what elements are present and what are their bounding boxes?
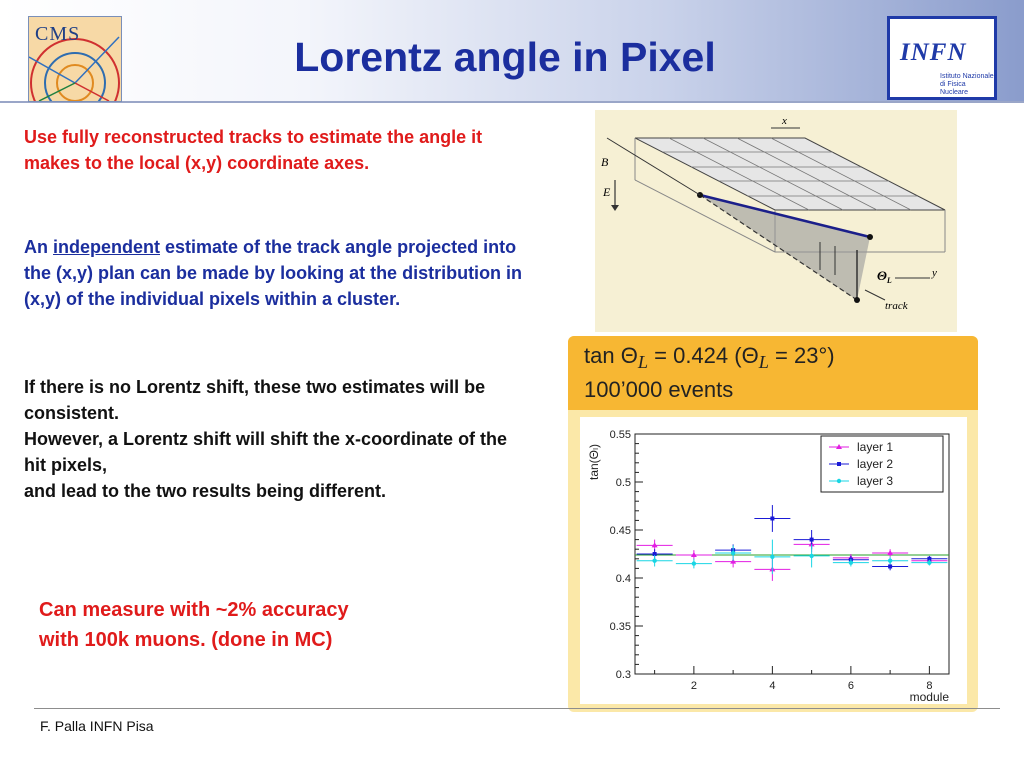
data-point <box>731 551 735 555</box>
formula-eq2: = 23°) <box>768 343 835 368</box>
x-tick-label: 4 <box>769 680 776 692</box>
infn-subtitle-line-2: di Fisica Nucleare <box>940 81 969 96</box>
paragraph2-underlined: independent <box>53 237 160 257</box>
y-tick-label: 0.5 <box>615 477 631 489</box>
legend-marker <box>837 462 841 466</box>
highlight-line-2: with 100k muons. (done in MC) <box>39 629 333 651</box>
y-tick-label: 0.45 <box>609 525 631 537</box>
formula-eq: = 0.424 (Θ <box>648 343 759 368</box>
infn-logo-text: INFN <box>900 39 967 66</box>
y-tick-label: 0.55 <box>609 429 631 441</box>
formula-tan: tan Θ <box>584 343 638 368</box>
lorentz-angle-diagram <box>595 110 957 332</box>
data-point <box>770 516 774 520</box>
result-header <box>568 336 978 410</box>
paragraph3-line-3: and lead to the two results being different. <box>24 481 387 501</box>
theta-subscript: L <box>886 276 892 285</box>
data-point <box>692 561 696 565</box>
formula-line <box>584 342 835 376</box>
y-tick-label: 0.35 <box>609 621 631 633</box>
data-point <box>770 555 774 559</box>
legend-marker <box>837 479 841 483</box>
diagram-label-b: B <box>601 155 609 169</box>
x-tick-label: 2 <box>690 680 697 692</box>
data-point <box>888 559 892 563</box>
theta-symbol: Θ <box>877 268 887 283</box>
formula-sub-2: L <box>758 352 769 373</box>
paragraph-lorentz-shift <box>24 374 524 504</box>
cms-logo-text: CMS <box>35 23 81 45</box>
cms-logo <box>28 16 122 102</box>
data-point <box>652 559 656 563</box>
diagram-svg <box>595 110 957 332</box>
events-count: 100’000 events <box>584 377 734 403</box>
accuracy-highlight <box>39 595 479 655</box>
diagram-label-x: x <box>782 115 787 127</box>
data-point <box>888 564 892 568</box>
diagram-label-theta <box>877 268 892 285</box>
data-point <box>927 560 931 564</box>
chart-frame <box>580 417 967 704</box>
y-tick-label: 0.4 <box>615 573 631 585</box>
data-point <box>810 538 814 542</box>
footer-divider <box>34 708 1000 709</box>
data-point <box>809 554 813 558</box>
formula-sub-1: L <box>637 352 649 373</box>
infn-subtitle-line-1: Istituto Nazionale <box>940 73 994 80</box>
infn-logo <box>887 16 997 100</box>
paragraph2-prefix: An <box>24 237 53 257</box>
paragraph2-rest: estimate of the track angle projected into the (x,y) plan can be made by looking at the distribution in (x,y) of the individual pixels within a cluster. <box>24 237 523 309</box>
data-point <box>849 560 853 564</box>
diagram-label-y: y <box>932 267 937 279</box>
diagram-label-e: E <box>603 185 611 199</box>
paragraph-independent-estimate <box>24 234 524 312</box>
header-divider <box>0 101 1024 103</box>
legend-label: layer 3 <box>857 474 894 488</box>
paragraph3-line-2: However, a Lorentz shift will shift the x-coordinate of the hit pixels, <box>24 429 508 475</box>
tan-theta-chart <box>580 417 967 704</box>
y-tick-label: 0.3 <box>615 669 631 681</box>
paragraph3-line-1: If there is no Lorentz shift, these two estimates will be consistent. <box>24 377 486 423</box>
y-axis-label: tan(Θₗ) <box>587 444 601 480</box>
paragraph-method: Use fully reconstructed tracks to estimate the angle it makes to the local (x,y) coordinate axes. <box>24 127 483 173</box>
highlight-line-1: Can measure with ~2% accuracy <box>39 599 349 621</box>
diagram-label-track: track <box>885 300 908 312</box>
legend-label: layer 1 <box>857 440 894 454</box>
page-title: Lorentz angle in Pixel <box>294 34 716 80</box>
legend-label: layer 2 <box>857 457 894 471</box>
x-tick-label: 6 <box>847 680 854 692</box>
infn-logo-subtitle <box>940 73 994 97</box>
footer-text: F. Palla INFN Pisa <box>40 718 154 734</box>
x-axis-label: module <box>909 690 949 704</box>
result-formula <box>584 342 835 404</box>
x-tick-label: 8 <box>926 680 933 692</box>
